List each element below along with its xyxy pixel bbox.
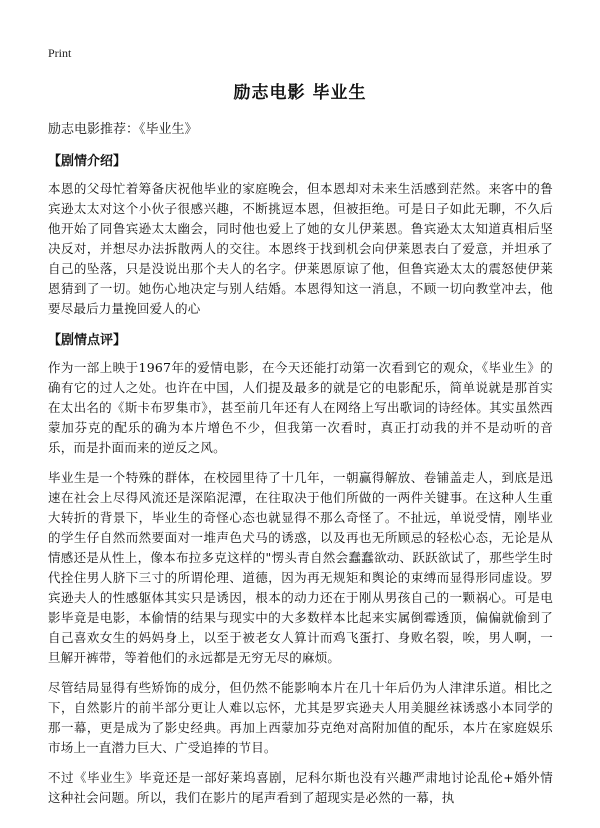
page-title: 励志电影 毕业生	[233, 83, 367, 103]
section-heading-review: 【剧情点评】	[48, 333, 127, 348]
review-paragraph: 不过《毕业生》毕竟还是一部好莱坞喜剧，尼科尔斯也没有兴趣严肃地讨论乱伦+婚外情这种社会问题。所以，我们在影片的尾声看到了超现实是必然的一幕，执	[48, 770, 553, 805]
plot-paragraph: 本恩的父母忙着筹备庆祝他毕业的家庭晚会，但本恩却对未来生活感到茫然。来客中的鲁宾逊太太对这个小伙子很感兴趣，不断挑逗本恩，但被拒绝。可是日子如此无聊，不久后他开始了同鲁宾逊太太幽会，同时他也爱上了她的女儿伊莱恩。鲁宾逊太太知道真相后坚决反对，并想尽办法拆散两人的交往。本恩终于找到机会向伊莱恩表白了爱意，并坦承了自己的坠落，只是没说出那个夫人的名字。伊莱恩原谅了他，但鲁宾逊太太的震怒使伊莱恩猜到了一切。她伤心地决定与别人结婚。本恩得知这一消息，不顾一切向教堂冲去，他要尽最后力量挽回爱人的心	[48, 181, 553, 316]
print-label[interactable]: Print	[48, 46, 72, 60]
section-heading-plot: 【剧情介绍】	[48, 154, 127, 169]
intro-line: 励志电影推荐：《毕业生》	[48, 122, 198, 137]
article-body	[48, 120, 553, 818]
review-paragraph: 尽管结局显得有些矫饰的成分，但仍然不能影响本片在几十年后仍为人津津乐道。相比之下，自然影片的前半部分更让人难以忘怀，尤其是罗宾逊夫人用美腿丝袜诱惑小本同学的那一幕，更是成为了影史经典。再加上西蒙加芬克绝对高附加值的配乐，本片在家庭娱乐市场上一直潜力巨大、广受追捧的节目。	[48, 680, 553, 755]
review-paragraph: 毕业生是一个特殊的群体，在校园里待了十几年，一朝赢得解放、卷铺盖走人，到底是迅速在社会上尽得风流还是深陷泥潭，在往取决于他们所做的一两件关键事。在这种人生重大转折的背景下，毕业生的奇怪心态也就显得不那么奇怪了。不扯远，单说受情，刚毕业的学生仔自然而然要面对一堆声色犬马的诱惑，以及再也无所顾忌的轻松心态，无论是从情感还是从性上，像本布拉多克这样的"愣头青自然会蠢蠢欲动、跃跃欲试了，那些学生时代拴住男人脐下三寸的所谓伦理、道德，因为再无规矩和舆论的束缚而显得形同虚设。罗宾逊夫人的性感躯体其实只是诱因，根本的动力还在于刚从男孩自己的一颗祸心。可是电影毕竟是电影，本偷情的结果与现实中的大多数样本比起来实属倒霉透顶，偏偏就偷到了自己喜欢女生的妈妈身上，以至于被老女人算计而鸡飞蛋打、身败名裂，唉，男人啊，一旦解开裤带，等着他们的永远都是无穷无尽的麻烦。	[48, 470, 553, 665]
review-paragraph: 作为一部上映于1967年的爱情电影，在今天还能打动第一次看到它的观众，《毕业生》的确有它的过人之处。也许在中国，人们提及最多的就是它的电影配乐，简单说就是那首实在太出名的《斯卡布罗集市》，甚至前几年还有人在网络上写出歌词的诗经体。其实虽然西蒙加芬克的配乐的确为本片增色不少，但我第一次看时，真正打动我的并不是动听的音乐，而是扑面而来的逆反之风。	[48, 360, 553, 455]
